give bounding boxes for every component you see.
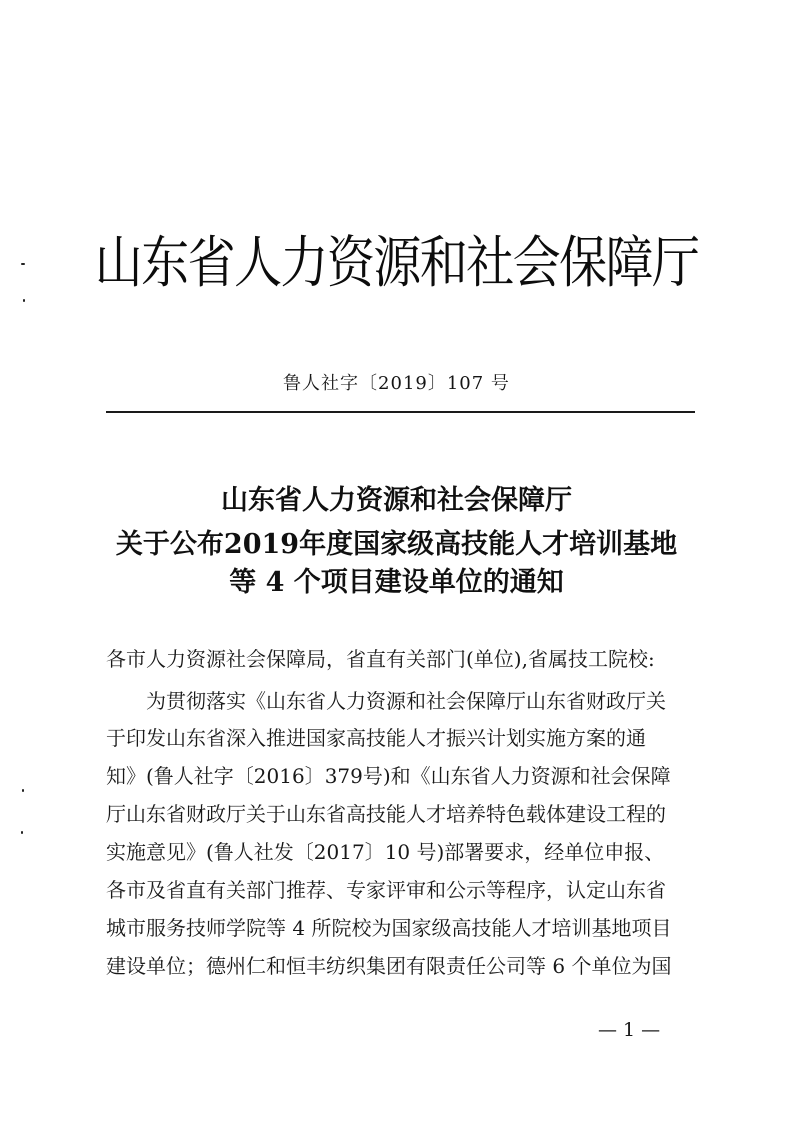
document-title-line: 关于公布2019年度国家级高技能人才培训基地 [115,529,678,560]
body-line: 知》(鲁人社字〔2016〕379号)和《山东省人力资源和社会保障 [106,764,671,788]
document-number: 鲁人社字〔2019〕107 号 [283,373,510,394]
document-title-line: 山东省人力资源和社会保障厅 [221,485,572,516]
body-line: 建设单位；德州仁和恒丰纺织集团有限责任公司等 6 个单位为国 [106,954,672,978]
letterhead-rule [106,411,695,413]
body-line: 各市及省直有关部门推荐、专家评审和公示等程序，认定山东省 [106,878,666,902]
page-number: — 1 — [598,1019,661,1041]
document-title-line: 等 4 个项目建设单位的通知 [229,567,564,598]
body-line: 城市服务技师学院等 4 所院校为国家级高技能人才培训基地项目 [106,916,672,940]
body-line: 为贯彻落实《山东省人力资源和社会保障厅山东省财政厅关 [146,689,666,713]
scan-speck [21,831,23,834]
scan-speck [23,299,25,302]
scan-speck [21,263,25,265]
scan-speck [22,789,24,792]
body-line: 于印发山东省深入推进国家高技能人才振兴计划实施方案的通 [106,726,646,750]
body-line: 厅山东省财政厅关于山东省高技能人才培养特色载体建设工程的 [106,802,666,826]
salutation: 各市人力资源社会保障局，省直有关部门(单位),省属技工院校: [106,647,655,671]
letterhead: 山东省人力资源和社会保障厅 [94,231,699,296]
body-line: 实施意见》(鲁人社发〔2017〕10 号)部署要求，经单位申报、 [106,840,665,864]
